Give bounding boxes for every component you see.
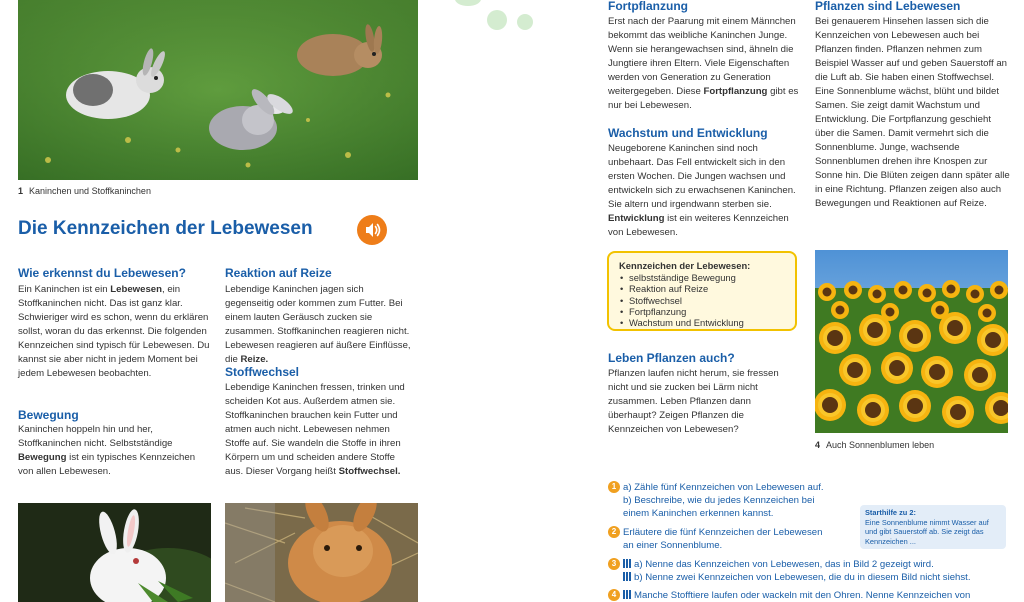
level-icon: [623, 590, 631, 599]
task-4: 4 Manche Stofftiere laufen oder wackeln mit den Ohren. Nenne Kennzeichen von: [608, 589, 1008, 602]
section-text: Pflanzen laufen nicht herum, sie fressen nicht und sie zucken bei Lärm nicht zusammen. Leben Pflanzen dann überhaupt? Zeigen Pflanzen die Kennzeichen von Lebewesen?: [608, 368, 779, 435]
figure-caption-4: 4 Auch Sonnenblumen leben: [815, 440, 935, 450]
section-heading: Bewegung: [18, 408, 79, 422]
photo-brown-rabbit: [225, 503, 418, 602]
list-item: • Stoffwechsel: [629, 295, 785, 306]
list-item: • Wachstum und Entwicklung: [629, 317, 785, 328]
section-text: Erst nach der Paarung mit einem Männchen bekommt das weibliche Kaninchen Junge. Wenn sie herangewachsen sind, ähneln die Jungtiere ihren Eltern. Viele Eigenschaften werden von Generation zu Generation weitergegeben. Diese Fortpflanzung gibt es nur bei Lebewesen.: [608, 16, 799, 111]
section-heading: Pflanzen sind Lebewesen: [815, 0, 961, 13]
figure-number: 1: [18, 186, 24, 196]
task-3: 3 a) Nenne das Kennzeichen von Lebewesen, das in Bild 2 gezeigt wird. b) Nenne zwei Kennzeichen von Lebewesen, die du in diesem Bild nicht siehst.: [608, 558, 1008, 584]
task-number-badge: 3: [608, 558, 620, 570]
audio-button[interactable]: [357, 215, 387, 245]
figure-number: 4: [815, 440, 821, 450]
list-item: • Reaktion auf Reize: [629, 283, 785, 294]
list-item: • selbstständige Bewegung: [629, 272, 785, 283]
decor-dot: [455, 0, 481, 6]
figure-caption-1: 1 Kaninchen und Stoffkaninchen: [18, 186, 151, 196]
hint-text: Eine Sonnenblume nimmt Wasser auf und gibt Sauerstoff ab. Sie zeigt das Kennzeichen ...: [865, 517, 989, 546]
section-heading: Wie erkennst du Lebewesen?: [18, 266, 186, 280]
section-heading: Wachstum und Entwicklung: [608, 126, 768, 140]
decor-dot: [517, 14, 533, 30]
section-text: Bei genauerem Hinsehen lassen sich die Kennzeichen von Lebewesen auch bei Pflanzen finden. Pflanzen nehmen zum Beispiel Wasser auf und geben Sauerstoff an die Luft ab. Sie haben einen Stoffwechsel. Eine Sonnenblume wächst, blüht und bildet Samen. Sie zeigt damit Wachstum und Entwicklung. Die Fortpflanzung geschieht über die Samen. Damit vermehrt sich die Sonnenblume. Junge, wachsende Sonnenblumen drehen ihre Knospen zur Sonne hin. Die Blüten zeigen dann später alle in eine Richtung. Pflanzen zeigen also auch Bewegungen und Reaktionen auf Reize.: [815, 16, 1010, 209]
section-text: Lebendige Kaninchen fressen, trinken und scheiden Kot aus. Außerdem atmen sie. Stoffkaninchen brauchen kein Futter und atmen auch nicht. Lebewesen nehmen Stoffe auf. Sie wandeln die Stoffe in ihren Körpern um und scheiden andere Stoffe aus. Dieser Vorgang heißt Stoffwechsel.: [225, 382, 405, 477]
task-number-badge: 1: [608, 481, 620, 493]
photo-rabbits-grass: [18, 0, 418, 180]
level-icon: [623, 559, 631, 568]
decor-dot: [487, 10, 507, 30]
speaker-icon: [357, 215, 387, 245]
section-text: Lebendige Kaninchen jagen sich gegenseitig oder kommen zum Futter. Bei einem lauten Geräusch zucken sie zusammen. Stoffkaninchen reagieren nicht. Lebewesen reagieren auf äußere Einflüsse, die Reize.: [225, 284, 411, 365]
hint-box: [860, 505, 1006, 549]
section-heading: Fortpflanzung: [608, 0, 688, 13]
task-2: 2 Erläutere die fünf Kennzeichen der Lebewesen an einer Sonnenblume.: [608, 526, 848, 552]
section-text: Neugeborene Kaninchen sind noch unbehaart. Das Fell entwickelt sich in den ersten Wochen. Die Jungen wachsen und entwickeln sich zu erwachsenen Kaninchen. Sie altern und irgendwann sterben sie. Entwicklung ist ein weiteres Kennzeichen von Lebewesen.: [608, 143, 796, 238]
level-icon: [623, 572, 631, 581]
photo-sunflowers: [815, 250, 1008, 433]
list-item: • Fortpflanzung: [629, 306, 785, 317]
task-number-badge: 2: [608, 526, 620, 538]
hint-title: Starthilfe zu 2:: [865, 508, 916, 517]
section-heading: Stoffwechsel: [225, 365, 300, 379]
photo-white-bunny: [18, 503, 211, 602]
section-heading: Leben Pflanzen auch?: [608, 351, 735, 365]
summary-box-title: Kennzeichen der Lebewesen:: [619, 260, 751, 271]
summary-box: [607, 251, 797, 331]
task-number-badge: 4: [608, 589, 620, 601]
page-title: Die Kennzeichen der Lebewesen: [18, 218, 313, 239]
task-1: 1 a) Zähle fünf Kennzeichen von Lebewesen auf. b) Beschreibe, wie du jedes Kennzeichen bei einem Kaninchen erkennen kannst.: [608, 481, 848, 520]
section-heading: Reaktion auf Reize: [225, 266, 332, 280]
section-text: Kaninchen hoppeln hin und her, Stoffkaninchen nicht. Selbstständige Bewegung ist ein typisches Kennzeichen von allen Lebewesen.: [18, 424, 196, 477]
section-text: Ein Kaninchen ist ein Lebewesen, ein Stoffkaninchen nicht. Das ist ganz klar. Schwieriger wird es schon, wenn du erklären sollst, woran du das erkennst. Die folgenden Kennzeichen sind typisch für Lebewesen. Du kannst sie aber nicht in jedem Moment bei jedem Lebewesen beobachten.: [18, 284, 210, 379]
